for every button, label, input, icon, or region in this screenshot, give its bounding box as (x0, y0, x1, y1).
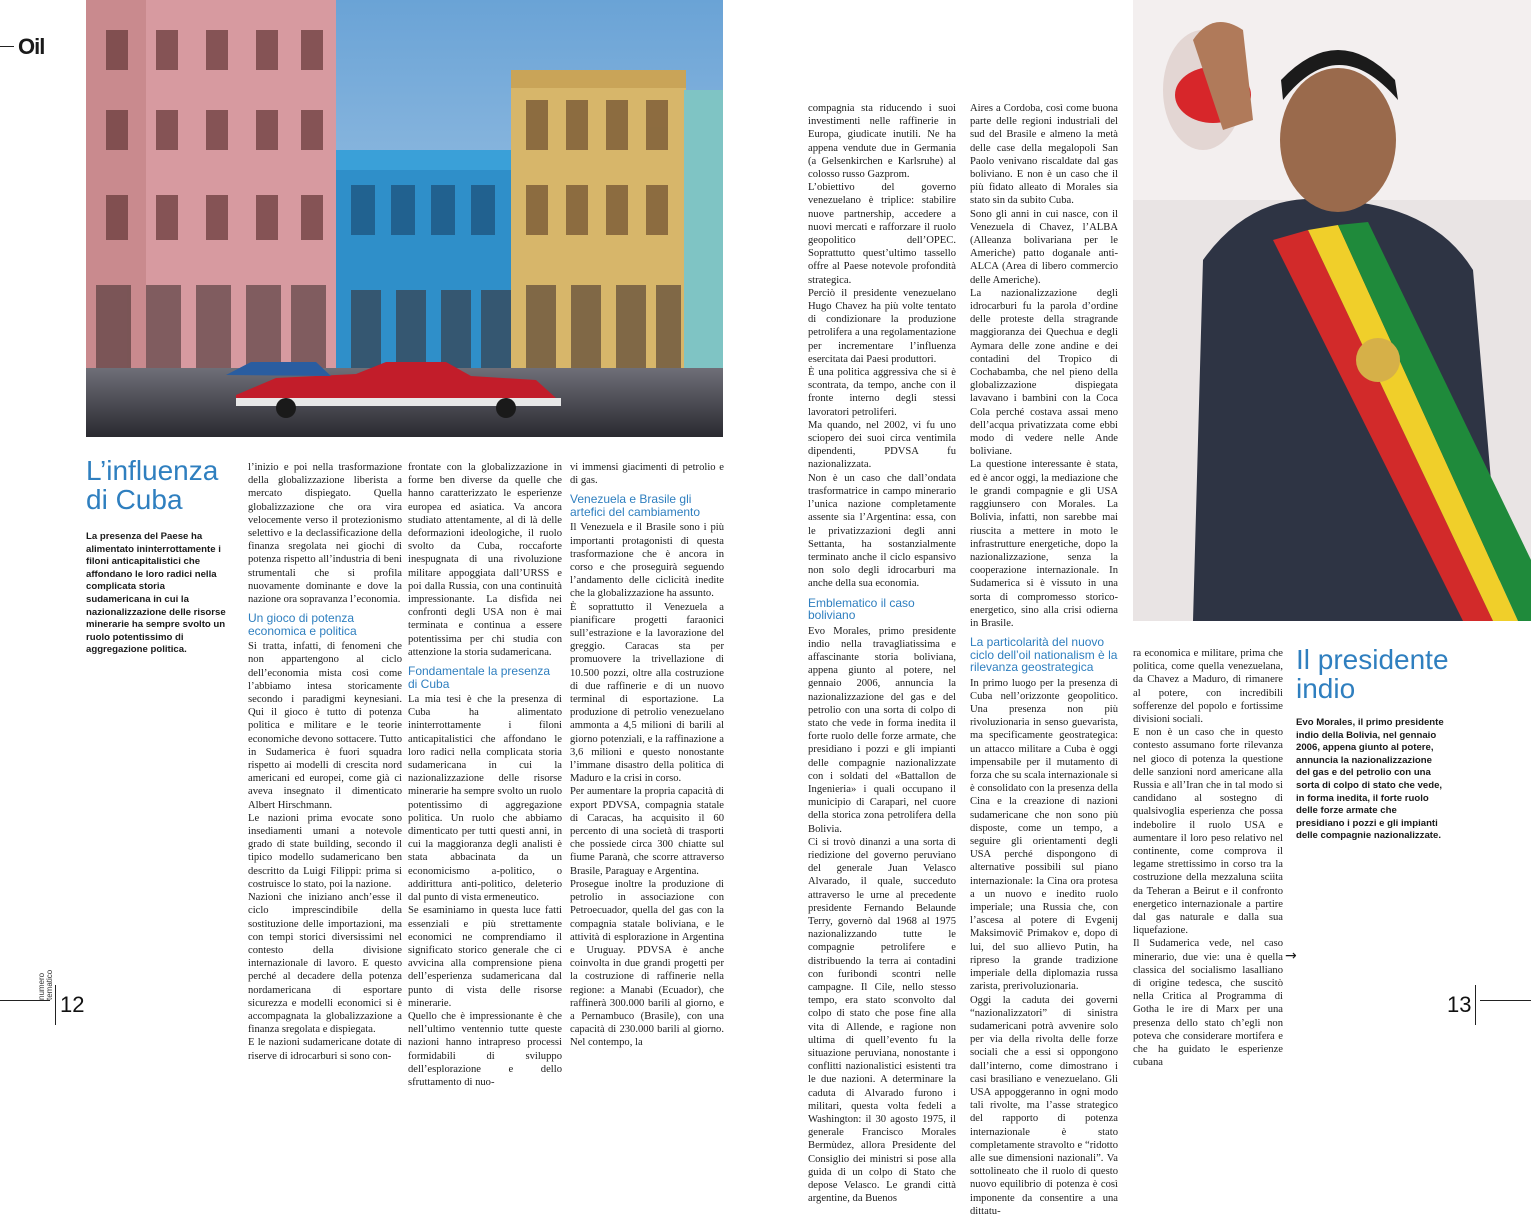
paragraph: compagnia sta riducendo i suoi investimenti nelle raffinerie in Europa, giudicate inutili. Ne ha appena vendute due in Germania (a Gelsenkirchen e Karlsruhe) al colosso russo Gazprom. (808, 103, 956, 181)
sidebar-title: Il presidente indio (1296, 644, 1449, 704)
crop-mark-bottom-right (1480, 1000, 1531, 1001)
article-lead: La presenza del Paese ha alimentato ininterrottamente i filoni anticapitalistici che affondano le loro radici nella complicata storia sudamericana in cui la nazionalizzazione delle risorse minerarie ha sempre svolto un ruolo potentissimo di aggregazione politica. (86, 531, 226, 656)
paragraph: Le nazioni prima evocate sono insediamenti umani a notevole grado di state building, secondo il tipico modello sudamericano ben descritto da Luigi Filippi: prima si costruisce lo stato, poi la nazione. (248, 812, 402, 890)
paragraph: Ci si trovò dinanzi a una sorta di riedizione del governo peruviano del generale Juan Velasco Alvarado, il quale, succeduto attraverso le urne al precedente presidente Fernando Belaunde Terry, governò dal 1968 al 1975 nazionalizzando tutte le compagnie petrolifere e distribuendo la terra ai contadini con furibondi scontri nelle campagne. Il Cile, nello stesso tempo, era stato sconvolto dal colpo di stato che pose fine alla vita di Allende, e ragione non ultima di quell’evento fu la situazione peruviana, nonostante i conflitti nazionalistici esistenti tra le due nazioni. A determinare la caduta di Alvarado furono i militari, questa volta fedeli a Washington: il 30 agosto 1975, il generale Francisco Morales Bermùdez, allora Presidente del Consiglio dei ministri si pose alla guida di un colpo di Stato che depose Velasco. Le grandi città argentine, da Buenos (808, 836, 956, 1205)
right-column-2 (970, 102, 1118, 1217)
paragraph: Nazioni che iniziano anch’esse il ciclo imprescindibile della sostituzione delle importazioni, ma con tempi storici diversissimi nel contesto della divisione internazionale di lavoro. E questo perché al decadere della potenza nordamericana di esportare sicurezza e modelli economici si è accompagnata la globalizzazione a finanza sregolata e dispiegata. (248, 892, 402, 1036)
paragraph: Ma quando, nel 2002, vi fu uno sciopero dei suoi circa ventimila dipendenti, PDVSA fu nazionalizzata. (808, 419, 956, 471)
paragraph: frontate con la globalizzazione in forme ben diverse da quelle che hanno caratterizzato le esperienze europea ed asiatica. Va ancora studiato attentamente, al di là delle deformazioni ideologiche, il ruolo svolto da Cuba, roccaforte inespugnata di una rivoluzione militare appoggiata dall’URSS e poi dalla Russia, con una continuità impressionante. La disfida nei confronti degli USA non è mai terminata e continua a essere potentissima per chi studia con attenzione la storia sudamericana. (408, 462, 562, 658)
morales-illustration (1133, 0, 1531, 621)
paragraph: Prosegue inoltre la produzione di petrolio in associazione con Petroecuador, quella del gas con la compagnia statale boliviana, e le attività di esplorazione in Argentina e Uruguay. PDVSA è anche coinvolta in due grandi progetti per la costruzione di raffinerie nella regione: a Manabì (Ecuador), che raffinerà 300.000 barili al giorno, e a Pernambuco (Brasile), con una capacità di 230.000 barili al giorno. Nel contempo, la (570, 878, 724, 1049)
crop-mark-bottom-left (0, 1000, 50, 1001)
right-column-1 (808, 102, 956, 1205)
paragraph: vi immensi giacimenti di petrolio e di gas. (570, 462, 724, 487)
subheading: Un gioco di potenza economica e politica (248, 611, 357, 638)
paragraph: Il Venezuela e il Brasile sono i più importanti protagonisti di questa trasformazione che è ancora in corso e che proseguirà seguendo l’andamento delle ciclicità inedite che la globalizzazione ha assunto. (570, 522, 724, 600)
paragraph: È una politica aggressiva che si è scontrata, da tempo, anche con il fronte interno degli stessi lavoratori petroliferi. (808, 367, 956, 418)
paragraph: In primo luogo per la presenza di Cuba nell’orizzonte geopolitico. Una presenza non più rivoluzionaria in senso guevarista, ma specificamente geostrategica: un attacco militare a Cuba è oggi impensabile per il mutamento di forza che su scala internazionale si è consolidato con la presenza della Cina e la creazione di nazioni sudamericane che non sono più disposte, come un tempo, a seguire gli orientamenti degli USA perché dispongono di alternative possibili sul piano internazionale: la Cina ora protesa a un nuovo e inedito ruolo imperiale; una Russia che, con l’ascesa al potere di Evgenij Maksimovič Primakov e, dopo di lui, del suo allievo Putin, ha ripreso la grande tradizione imperiale della diplomazia russa zarista, prerivoluzionaria. (970, 677, 1118, 993)
paragraph: La mia tesi è che la presenza di Cuba ha alimentato ininterrottamente i filoni anticapitalistici che affondano le loro radici nella complicata storia sudamericana in cui la nazionalizzazione delle risorse minerarie ha sempre svolto un ruolo potentissimo di aggregazione politica. Un ruolo che abbiamo dimenticato per tutti questi anni, in cui la maggioranza degli analisti è stata abbacinata da un economicismo a-politico, o addirittura anti-politico, deleterio dal punto di vista ermeneutico. (408, 694, 562, 904)
continue-arrow-icon: → (1285, 948, 1297, 964)
magazine-logo: Oil (18, 34, 45, 59)
article-title: L’influenza di Cuba (86, 455, 219, 515)
paragraph: Si tratta, infatti, di fenomeni che non appartengono al ciclo dell’economia mista così come l’abbiamo intesa storicamente secondo i paradigmi keynesiani. Qui il gioco è tutto di potenza politica e militare e le teorie economiche devono sottacere. Tutto in Sudamerica è fuori squadra rispetto ai modelli di crescita nord americani ed europei, come già ci aveva insegnato il dimenticato Albert Hirschmann. (248, 641, 402, 811)
paragraph: Non è un caso che dall’ondata trasformatrice in campo minerario l’unica nazione completamente assente sia l’Argentina: essa, con le privatizzazioni degli anni Settanta, ha sostanzialmente terminato anche il ciclo espansivo non solo degli idrocarburi ma anche della sua economia. (808, 472, 956, 590)
left-column-1 (248, 461, 402, 1062)
subheading: La particolarità del nuovo ciclo dell’oil nationalism è la rilevanza geostrategica (970, 635, 1118, 675)
subheading: Fondamentale la presenza di Cuba (408, 664, 551, 691)
paragraph: L’obiettivo del governo venezuelano è triplice: stabilire nuove partnership, accedere a nuovi mercati e rafforzare il ruolo geopolitico dell’OPEC. Soprattutto quest’ultimo tassello offre al Paese notevole profondità strategica. (808, 182, 956, 286)
morales-photo (1133, 0, 1531, 621)
paragraph: La questione interessante è stata, ed è ancor oggi, la mediazione che le grandi compagnie e gli USA raggiunsero con Morales. La Bolivia, infatti, non sarebbe mai riuscita a mettere in moto le infrastrutture energetiche, dopo la nazionalizzazione, senza la cooperazione internazionale. In Sudamerica si è vissuto in una sorta di compromesso storico-energetico, sino alla crisi odierna in Brasile. (970, 459, 1118, 629)
paragraph: È soprattutto il Venezuela a pianificare progetti faraonici sull’estrazione e la lavorazione del greggio. Caracas sta per promuovere la trivellazione di 10.500 pozzi, oltre alla costruzione di due raffinerie e di un nuovo terminal di esportazione. La produzione di petrolio venezuelano ammonta a 4,5 milioni di barili al giorno potenziali, e la raffinazione a 3,6 milioni e questo nonostante l’immane disastro della politica di Maduro e la crisi in corso. (570, 601, 724, 785)
subheading: Venezuela e Brasile gli artefici del cambiamento (570, 492, 701, 519)
paragraph: Oggi la caduta dei governi “nazionalizzatori” di sinistra sudamericani potrà avvenire solo per via della rivolta delle forze sociali che a essi si oppongono dall’interno, come dimostrano i casi brasiliano e venezuelano. Gli USA appoggeranno in ogni modo tali rivolte, ma l’asse strategico del rapporto di potenza internazionale è stato completamente stravolto e “ridotto alle sue dimensioni nazionali”. Va sottolineato che il ruolo di questo nuovo equilibrio di potenza è così imponente da consentire a una dittatu- (970, 994, 1118, 1217)
paragraph: Quello che è impressionante è che nell’ultimo ventennio tutte queste nazioni hanno intrapreso processi formidabili di sviluppo dell’esplorazione e dello sfruttamento di nuo- (408, 1010, 562, 1088)
paragraph: Evo Morales, primo presidente indio nella travagliatissima e affascinante storia boliviana, appena giunto al potere, nel gennaio 2006, annuncia la nazionalizzazione del gas e del petrolio con una sorta di colpo di stato che vede in forma inedita il forte ruolo delle forze armate, che presidiano i pozzi e gli impianti delle compagnie nazionalizzate con i soldati del «Battallon de Ingenieria» i quali occupano il municipio di Carapari, nel cuore della storica zona petrolifera della Bolivia. (808, 625, 956, 835)
right-column-3 (1133, 647, 1283, 1069)
paragraph: l’inizio e poi nella trasformazione della globalizzazione liberista a mercato dispiegato. Quella globalizzazione che ora vira velocemente verso il protezionismo selettivo e la declassificazione della finanza sregolata nei giochi di potenza rispetto all’industria di beni strumentali che si profila nuovamente dominante e dove la nazione ora sopravanza l’economia. (248, 462, 402, 606)
folio-rule-vertical-right (1475, 985, 1476, 1025)
left-column-3 (570, 461, 724, 1049)
paragraph: La nazionalizzazione degli idrocarburi fu la parola d’ordine delle proteste della stragrande maggioranza dei Quechua e degli Aymara delle zone andine e dei contadini del Tropico di Cochabamba, che nel pieno della globalizzazione dispiegata lavavano i bambini con la Coca Cola perché costava assai meno dell’acqua privatizzata come ebbi modo di vedere nelle Ande boliviane. (970, 287, 1118, 458)
paragraph: ra economica e militare, prima che politica, come quella venezuelana, da Chavez a Maduro, di rimanere al potere, con incredibili sofferenze del popolo e fortissime divisioni sociali. (1133, 648, 1283, 726)
left-column-2 (408, 461, 562, 1088)
folio-rule-vertical (55, 985, 56, 1025)
havana-illustration (86, 0, 723, 437)
paragraph: Per aumentare la propria capacità di export PDVSA, compagnia statale di Caracas, ha acquisito il 60 percento di una società di trasporti che possiede circa 300 chiatte sul fiume Paranà, che scorre attraverso Brasile, Paraguay e Argentina. (570, 786, 724, 877)
paragraph: Sono gli anni in cui nasce, con il Venezuela di Chavez, l’ALBA (Alleanza bolivariana per le Americhe) patto doganale anti-ALCA (Area di libero commercio delle Americhe). (970, 208, 1118, 286)
crop-mark-top (0, 46, 14, 47)
subheading: Emblematico il caso boliviano (808, 595, 915, 623)
page-number-right: 13 (1447, 992, 1472, 1017)
paragraph: E le nazioni sudamericane dotate di riserve di idrocarburi si sono con- (248, 1037, 402, 1062)
havana-street-photo (86, 0, 723, 437)
paragraph: E non è un caso che in questo contesto assumano forte rilevanza nel gioco di potenza la questione delle sanzioni nord americane alla Russia e all’Iran che in tal modo si candidano al sostegno di qualsivoglia esperienza che possa indebolire il ruolo USA e aumentare il loro peso relativo nel continente, come comprova il legame strettissimo in corso tra la costruzione della mezzaluna sciita da Teheran a Beirut e il confronto energetico internazionale a partire dal gas naturale e dalla sua liquefazione. (1133, 727, 1283, 937)
page-number-left: 12 (60, 992, 85, 1017)
sidebar-lead: Evo Morales, il primo presidente indio della Bolivia, nel gennaio 2006, appena giunto al potere, annuncia la nazionalizzazione del gas e del petrolio con una sorta di colpo di stato che vede, in forma inedita, il forte ruolo delle forze armate che presidiano i pozzi e gli impianti delle compagnie nazionalizzate. (1296, 717, 1444, 842)
paragraph: Aires a Cordoba, così come buona parte delle regioni industriali del sud del Brasile e almeno la metà delle case della megalopoli San Paolo venivano riscaldate dal gas boliviano. E non è un caso che il più fidato alleato di Morales sia stato sin da subito Cuba. (970, 103, 1118, 207)
paragraph: Perciò il presidente venezuelano Hugo Chavez ha più volte tentato di condizionare la produzione petrolifera a una regolamentazione per incrementare l’influenza esercitata dai Paesi produttori. (808, 287, 956, 365)
issue-label: numero tematico (37, 969, 54, 1000)
paragraph: Se esaminiamo in questa luce fatti essenziali e più strettamente economici ne comprendiamo il significato storico generale che ci avvicina alla comprensione piena dell’esperienza sudamericana dal punto di vista delle risorse minerarie. (408, 905, 562, 1009)
paragraph: Il Sudamerica vede, nel caso minerario, due vie: una è quella classica del socialismo lasalliano di origine tedesca, che suscitò nella Critica al Programma di Gotha le ire di Marx per una presenza dello stato ch’egli non poteva che considerare mortifera e che ha guidato le esperienze cubana (1133, 938, 1283, 1069)
